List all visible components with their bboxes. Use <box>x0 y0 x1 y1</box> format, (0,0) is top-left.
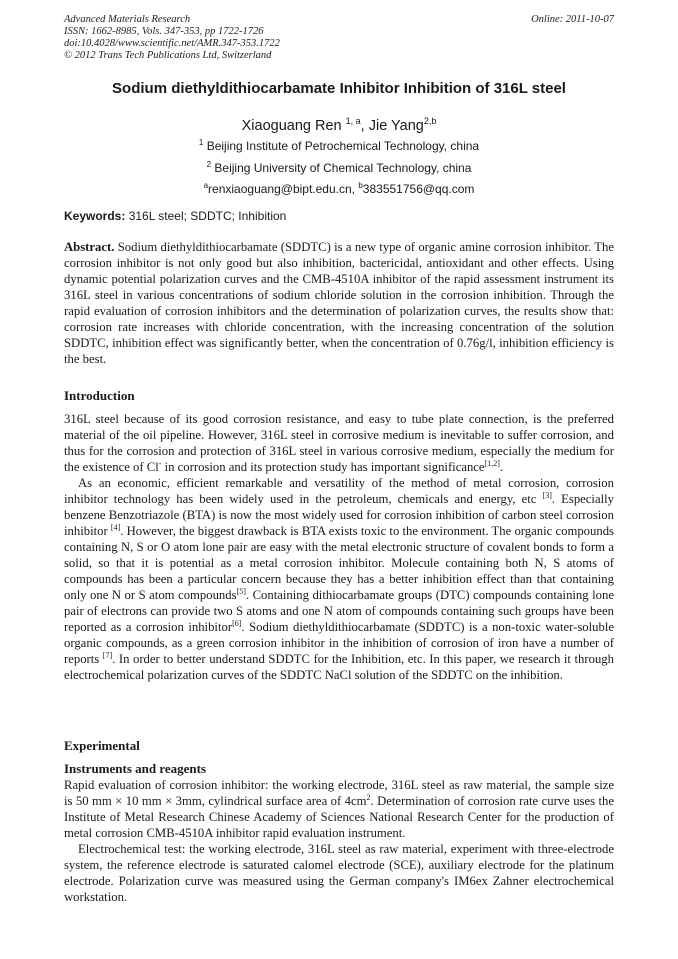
subsection-heading-instruments: Instruments and reagents <box>64 761 207 776</box>
email-marker: a <box>203 181 209 190</box>
experimental-paragraph <box>64 777 614 841</box>
introduction-paragraph <box>64 411 614 475</box>
affiliation-text: Beijing University of Chemical Technology, china <box>214 161 472 175</box>
email-marker: b <box>358 181 363 190</box>
body-text: . Especially benzene Benzotriazole (BTA) is now the most widely used for corrosion inhibition of carbon steel corrosion inhibitor <box>64 492 614 538</box>
online-date: Online: 2011-10-07 <box>531 14 614 25</box>
author-name: Jie Yang <box>368 118 424 134</box>
journal-header <box>64 14 280 62</box>
body-text: As an economic, efficient remarkable and versatility of the method of metal corrosion, corrosion inhibitor technology has been widely used in the petroleum, chemicals and energy, etc <box>64 476 614 506</box>
affiliation-marker: 1 <box>198 138 204 147</box>
citation-ref: [6] <box>232 619 242 628</box>
copyright-line: © 2012 Trans Tech Publications Ltd, Switzerland <box>64 50 272 61</box>
section-heading-experimental: Experimental <box>64 738 140 753</box>
body-text: Rapid evaluation of corrosion inhibitor: the working electrode, 316L steel as raw material, the sample size is 50 mm × 10 mm × 3mm, cylindrical surface area of 4cm <box>64 778 614 808</box>
paper-title: Sodium diethyldithiocarbamate Inhibitor Inhibition of 316L steel <box>112 80 566 97</box>
experimental-paragraph: Electrochemical test: the working electrode, 316L steel as raw material, experiment with three-electrode system, the reference electrode is saturated calomel electrode (SCE), auxiliary electrode for the platinum electrode. Polarization curve was measured using the German company's IM6ex Zahner electrochemical workstation. <box>64 842 614 904</box>
experimental-body <box>64 777 614 905</box>
journal-name: Advanced Materials Research <box>64 14 191 25</box>
citation-ref: [3] <box>542 491 552 500</box>
body-text: . Containing dithiocarbamate groups (DTC) compounds containing lone pair of electrons can provide two S atoms and one N atom of compounds containing such groups have been reported as a corrosion inhibitor <box>64 588 614 634</box>
body-text: 316L steel because of its good corrosion resistance, and easy to tube plate connection, is the preferred material of the oil pipeline. However, 316L steel in corrosive medium is inevitable to suffer corrosion, and thus for the corrosion and protection of 316L steel in various corrosive medium, especially the medium for the existence of Cl <box>64 412 614 474</box>
keywords-line <box>64 209 286 223</box>
author-line <box>0 116 678 134</box>
author-superscript: 1, a <box>345 116 361 126</box>
abstract-paragraph <box>64 239 614 367</box>
author-separator: , <box>360 118 369 134</box>
citation-ref: [1,2] <box>484 459 500 468</box>
body-text: in corrosion and its protection study has important significance <box>161 460 485 474</box>
author-emails <box>0 181 678 196</box>
superscript: 2 <box>366 793 371 802</box>
abstract-text: Sodium diethyldithiocarbamate (SDDTC) is a new type of organic amine corrosion inhibitor. The corrosion inhibitor is not only good but also inhibition, bactericidal, antioxidant and other effects. Using dynamic potential polarization curves and the CMB-4510A inhibitor of the rapid assessment instrument its 316L steel in various concentrations of sodium chloride solution in the corrosion inhibition. Through the rapid evaluation of corrosion inhibitors and the determination of polarization curves, the results show that: corrosion rate increases with chloride concentration, with the increasing concentration of the solution SDDTC, inhibition effect was significantly better, when the concentration of 0.76g/l, inhibition efficiency is the best. <box>64 240 614 366</box>
superscript: - <box>158 459 162 468</box>
author-superscript: 2,b <box>423 116 437 126</box>
affiliation-1 <box>0 138 678 153</box>
introduction-paragraph <box>64 475 614 683</box>
doi-line: doi:10.4028/www.scientific.net/AMR.347-353.1722 <box>64 38 280 49</box>
abstract-label: Abstract. <box>64 240 115 254</box>
affiliation-2 <box>0 160 678 175</box>
email-address: 383551756@qq.com <box>362 182 475 196</box>
issn-line: ISSN: 1662-8985, Vols. 347-353, pp 1722-1726 <box>64 26 264 37</box>
email-address: renxiaoguang@bipt.edu.cn, <box>208 182 359 196</box>
author-name: Xiaoguang Ren <box>241 118 342 134</box>
keywords-label: Keywords: <box>64 209 126 223</box>
citation-ref: [5] <box>236 587 246 596</box>
introduction-body <box>64 411 614 683</box>
body-text: . Determination of corrosion rate curve uses the Institute of Metal Research Chinese Academy of Sciences National Research Center for the production of metal corrosion CMB-4510A inhibitor rapid evaluation instrument. <box>64 794 614 840</box>
citation-ref: [4] <box>110 523 121 532</box>
body-text: . <box>499 460 504 474</box>
citation-ref: [7] <box>102 651 113 660</box>
affiliation-marker: 2 <box>206 160 212 169</box>
body-text: . Sodium diethyldithiocarbamate (SDDTC) is a non-toxic water-soluble organic compounds, as a green corrosion inhibitor in the inhibition of corrosion of iron have a number of reports <box>64 620 614 666</box>
body-text: . However, the biggest drawback is BTA exists toxic to the environment. The organic compounds containing N, S or O atom lone pair are easy with the metal electronic structure of covalent bonds to form a solid, so that it is potential as a metal corrosion inhibitor. Molecule containing both N, S atoms of compounds has been a particular concern because they has a better inhibition effect than that containing only one N or S atom compounds <box>64 524 614 602</box>
keywords-text: 316L steel; SDDTC; Inhibition <box>125 209 287 223</box>
body-text: . In order to better understand SDDTC for the Inhibition, etc. In this paper, we research it through electrochemical polarization curves of the SDDTC NaCl solution of the SDDTC on the inhibition. <box>64 652 614 682</box>
affiliation-text: Beijing Institute of Petrochemical Technology, china <box>206 139 480 153</box>
section-heading-introduction: Introduction <box>64 388 135 403</box>
